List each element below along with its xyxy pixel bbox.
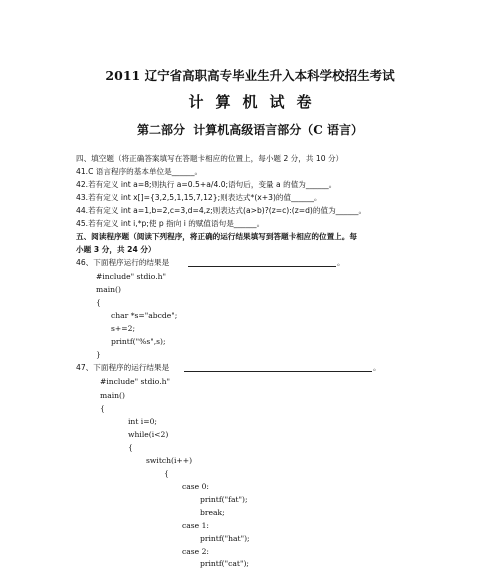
code-line: #include" stdio.h" — [100, 377, 170, 386]
code-line: #include" stdio.h" — [96, 272, 166, 281]
question-47-end: 。 — [373, 363, 381, 372]
code-line: printf("%s",s); — [111, 337, 166, 346]
code-line: { — [100, 404, 105, 413]
code-line: printf("hat"); — [200, 534, 250, 543]
code-line: } — [96, 350, 101, 359]
answer-blank-47 — [184, 371, 372, 372]
code-line: { — [128, 443, 133, 452]
code-line: case 1: — [182, 521, 209, 530]
question-46-end: 。 — [337, 258, 345, 267]
question-46-label: 46、下面程序运行的结果是 — [76, 258, 170, 267]
code-line: { — [164, 469, 169, 478]
code-line: case 2: — [182, 547, 209, 556]
code-line: printf("fat"); — [200, 495, 248, 504]
question-47-label: 47、下面程序的运行结果是 — [76, 363, 170, 372]
code-line: { — [96, 298, 101, 307]
question-42: 42.若有定义 int a=8;则执行 a=0.5+a/4.0;语句后，变量 a 的值为______。 — [76, 180, 337, 189]
code-line: while(i<2) — [128, 430, 169, 439]
section4-heading: 四、填空题（将正确答案填写在答题卡相应的位置上，每小题 2 分，共 10 分） — [76, 154, 344, 163]
question-41: 41.C 语言程序的基本单位是______。 — [76, 167, 203, 176]
question-45: 45.若有定义 int i,*p;使 p 指向 i 的赋值语句是______。 — [76, 219, 265, 228]
code-line: main() — [96, 285, 121, 294]
exam-title: 2011 辽宁省高职高专毕业生升入本科学校招生考试 — [105, 68, 395, 83]
code-line: s+=2; — [111, 324, 136, 333]
code-line: printf("cat"); — [200, 559, 249, 568]
code-line: int i=0; — [128, 417, 157, 426]
code-line: case 0: — [182, 482, 209, 491]
subject-title: 计算机试卷 — [188, 93, 324, 111]
code-line: break; — [200, 508, 225, 517]
question-43: 43.若有定义 int x[]={3,2,5,1,15,7,12};则表达式*(x+3)的值______。 — [76, 193, 322, 202]
section5-heading-line2: 小题 3 分，共 24 分） — [76, 245, 156, 254]
code-line: switch(i++) — [146, 456, 193, 465]
part-title: 第二部分 计算机高级语言部分（C 语言） — [136, 123, 364, 137]
section5-heading-line1: 五、阅读程序题（阅读下列程序，将正确的运行结果填写到答题卡相应的位置上。每 — [76, 232, 357, 241]
question-44: 44.若有定义 int a=1,b=2,c=3,d=4,z;则表达式(a>b)?(z=c):(z=d)的值为______。 — [76, 206, 367, 215]
code-line: char *s="abcde"; — [111, 311, 178, 320]
answer-blank-46 — [188, 266, 336, 267]
code-line: main() — [100, 391, 125, 400]
